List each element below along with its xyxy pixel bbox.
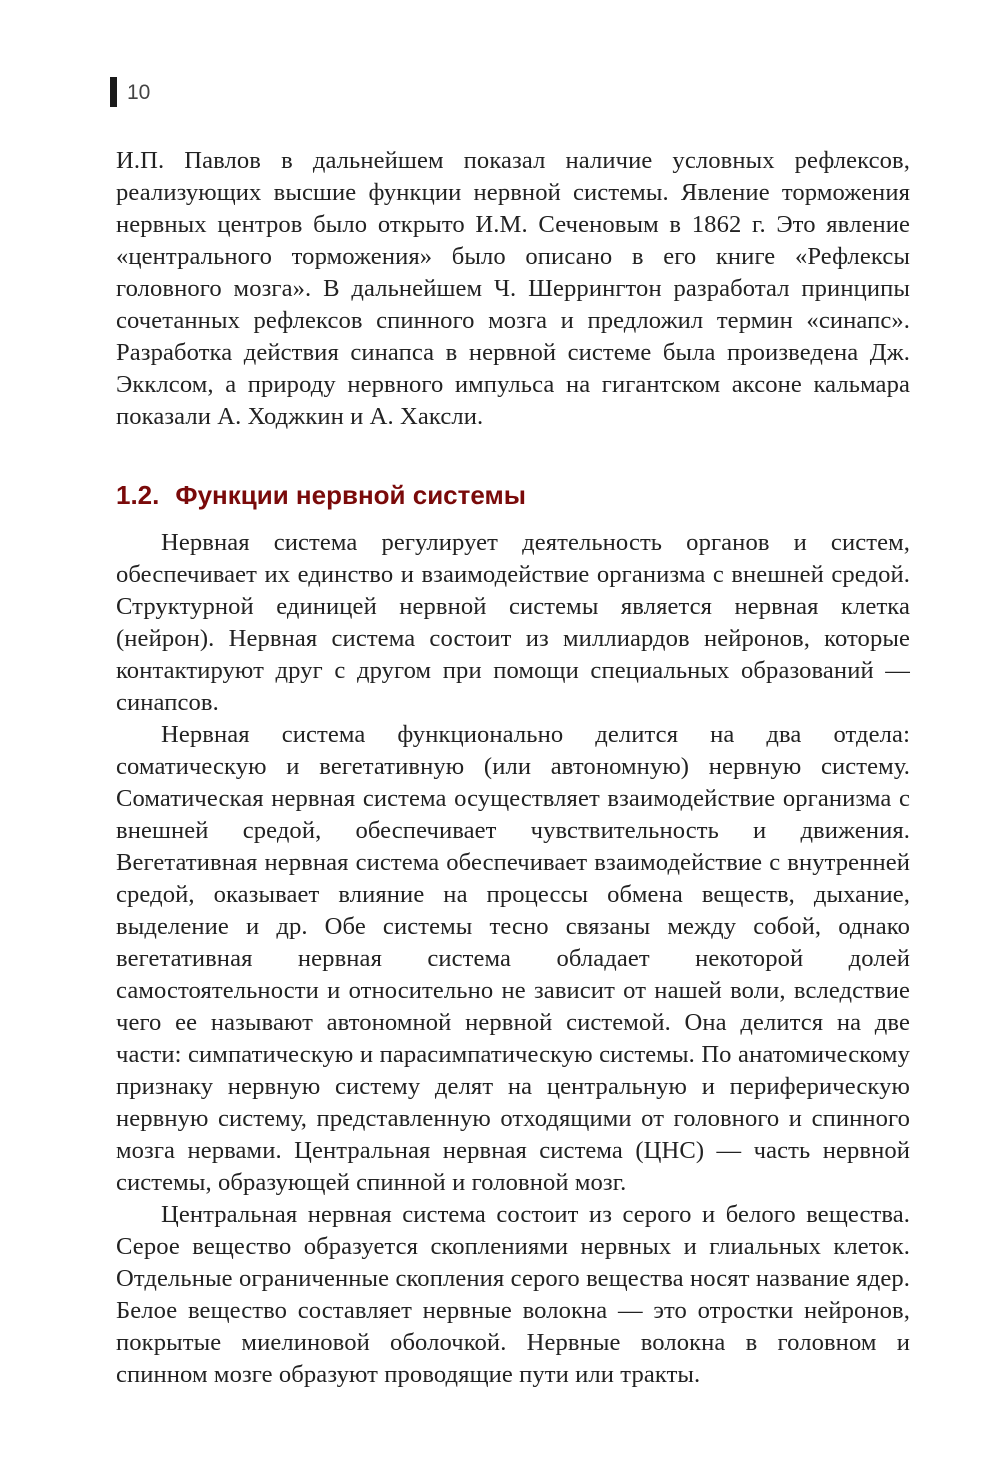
page-header — [110, 76, 150, 108]
section-paragraph: Нервная система функционально делится на два отдела: соматическую и вегетативную (или автономную) нервную систему. Соматическая нервная система осуществляет взаимодействие организма с внешней средой, обеспечивает чувствительность и движения. Вегетативная нервная система обеспечивает взаимодействие с внутренней средой, оказывает влияние на процессы обмена веществ, дыхание, выделение и др. Обе системы тесно связаны между собой, однако вегетативная нервная система обладает некоторой долей самостоятельности и относительно не зависит от нашей воли, вследствие чего ее называют автономной нервной системой. Она делится на две части: симпатическую и парасимпатическую системы. По анатомическому признаку нервную систему делят на центральную и периферическую нервную систему, представленную отходящими от головного и спинного мозга нервами. Центральная нервная система (ЦНС) — часть нервной системы, образующей спинной и головной мозг. — [116, 721, 910, 1196]
section-paragraph: Центральная нервная система состоит из серого и белого вещества. Серое вещество образуется скоплениями нервных и глиальных клеток. Отдельные ограниченные скопления серого вещества носят название ядер. Белое вещество составляет нервные волокна — это отростки нейронов, покрытые миелиновой оболочкой. Нервные волокна в головном и спинном мозге образуют проводящие пути или тракты. — [116, 1201, 910, 1388]
page-content — [116, 145, 910, 1391]
header-marker-bar — [110, 77, 117, 107]
page-number: 10 — [127, 80, 151, 104]
section-title: Функции нервной системы — [175, 480, 526, 510]
section-heading — [116, 477, 910, 513]
intro-paragraph: И.П. Павлов в дальнейшем показал наличие условных рефлексов, реализующих высшие функции нервной системы. Явление торможения нервных центров было открыто И.М. Сеченовым в 1862 г. Это явление «центрального торможения» было описано в его книге «Рефлексы головного мозга». В дальнейшем Ч. Шеррингтон разработал принципы сочетанных рефлексов спинного мозга и предложил термин «синапс». Разработка действия синапса в нервной системе была произведена Дж. Экклсом, а природу нервного импульса на гигантском аксоне кальмара показали А. Ходжкин и А. Хаксли. — [116, 147, 910, 430]
section-number: 1.2. — [116, 480, 160, 510]
section-paragraph: Нервная система регулирует деятельность органов и систем, обеспечивает их единство и взаимодействие организма с внешней средой. Структурной единицей нервной системы является нервная клетка (нейрон). Нервная система состоит из миллиардов нейронов, которые контактируют друг с другом при помощи специальных образований — синапсов. — [116, 529, 910, 716]
